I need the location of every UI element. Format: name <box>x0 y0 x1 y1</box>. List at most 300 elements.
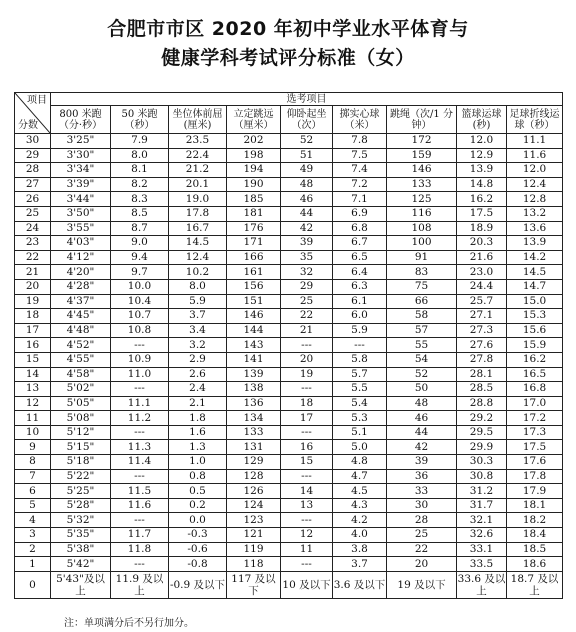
table-cell: 2.4 <box>169 382 227 397</box>
table-cell: 18.1 <box>507 498 563 513</box>
score-cell: 5 <box>15 498 51 513</box>
score-cell: 22 <box>15 250 51 265</box>
table-cell: 14.5 <box>169 236 227 251</box>
table-cell: 9.4 <box>111 250 169 265</box>
table-cell: 6.5 <box>333 250 387 265</box>
table-cell: 15.6 <box>507 323 563 338</box>
column-header: 掷实心球（米） <box>333 106 387 134</box>
table-row <box>15 498 563 513</box>
table-cell: 2.9 <box>169 352 227 367</box>
table-cell: 30 <box>387 498 457 513</box>
table-cell: 4'20" <box>51 265 111 280</box>
table-cell: 28.8 <box>457 396 507 411</box>
score-cell: 26 <box>15 192 51 207</box>
table-cell: 128 <box>227 469 281 484</box>
table-cell: 12.0 <box>457 134 507 149</box>
table-row <box>15 469 563 484</box>
column-header: 跳绳（次/1 分钟） <box>387 106 457 134</box>
table-cell: 0.0 <box>169 513 227 528</box>
table-cell: -0.9 及以下 <box>169 571 227 598</box>
table-cell: 28.1 <box>457 367 507 382</box>
table-cell: 31.7 <box>457 498 507 513</box>
score-cell: 7 <box>15 469 51 484</box>
score-cell: 9 <box>15 440 51 455</box>
table-cell: 54 <box>387 352 457 367</box>
table-cell: 44 <box>281 206 333 221</box>
table-cell: 138 <box>227 382 281 397</box>
table-row <box>15 236 563 251</box>
table-cell: 23.0 <box>457 265 507 280</box>
table-cell: 6.4 <box>333 265 387 280</box>
table-row <box>15 484 563 499</box>
table-row <box>15 396 563 411</box>
table-cell: 15 <box>281 455 333 470</box>
table-cell: 134 <box>227 411 281 426</box>
table-cell: 52 <box>387 367 457 382</box>
table-cell: 139 <box>227 367 281 382</box>
table-cell: 159 <box>387 148 457 163</box>
table-cell: 118 <box>227 557 281 572</box>
table-cell: 33 <box>387 484 457 499</box>
table-cell: 29.5 <box>457 425 507 440</box>
table-cell: 21 <box>281 323 333 338</box>
table-cell: 156 <box>227 279 281 294</box>
score-cell: 11 <box>15 411 51 426</box>
table-cell: 18.4 <box>507 528 563 543</box>
table-cell: 125 <box>387 192 457 207</box>
score-cell: 27 <box>15 177 51 192</box>
table-cell: 17.5 <box>457 206 507 221</box>
table-cell: 4.3 <box>333 498 387 513</box>
table-cell: 181 <box>227 206 281 221</box>
table-cell: 5.4 <box>333 396 387 411</box>
table-cell: 8.5 <box>111 206 169 221</box>
table-cell: 14.8 <box>457 177 507 192</box>
table-row <box>15 250 563 265</box>
table-cell: 5'22" <box>51 469 111 484</box>
table-row <box>15 513 563 528</box>
table-cell: 32 <box>281 265 333 280</box>
table-cell: 124 <box>227 498 281 513</box>
footnote: 注：单项满分后不另行加分。 <box>64 618 194 629</box>
score-cell: 17 <box>15 323 51 338</box>
score-cell: 3 <box>15 528 51 543</box>
table-cell: 8.0 <box>169 279 227 294</box>
table-row <box>15 134 563 149</box>
table-cell: 18.2 <box>507 513 563 528</box>
table-cell: 27.8 <box>457 352 507 367</box>
table-cell: 121 <box>227 528 281 543</box>
table-cell: 100 <box>387 236 457 251</box>
table-cell: --- <box>281 425 333 440</box>
table-cell: 15.9 <box>507 338 563 353</box>
table-cell: 3.7 <box>333 557 387 572</box>
table-cell: 3'34" <box>51 163 111 178</box>
table-cell: 46 <box>281 192 333 207</box>
table-row <box>15 148 563 163</box>
table-row <box>15 352 563 367</box>
table-cell: 16.8 <box>507 382 563 397</box>
table-row <box>15 455 563 470</box>
table-cell: 5'42" <box>51 557 111 572</box>
table-cell: 176 <box>227 221 281 236</box>
table-cell: 6.0 <box>333 309 387 324</box>
table-cell: 10.2 <box>169 265 227 280</box>
table-row <box>15 425 563 440</box>
table-cell: 16.7 <box>169 221 227 236</box>
table-cell: 57 <box>387 323 457 338</box>
table-cell: 119 <box>227 542 281 557</box>
table-cell: 116 <box>387 206 457 221</box>
table-cell: 11.3 <box>111 440 169 455</box>
table-cell: 17.3 <box>507 425 563 440</box>
column-header: 立定跳远（厘米） <box>227 106 281 134</box>
table-cell: 11.6 <box>507 148 563 163</box>
table-cell: 8.0 <box>111 148 169 163</box>
table-cell: 4'12" <box>51 250 111 265</box>
score-cell: 8 <box>15 455 51 470</box>
table-cell: 4'58" <box>51 367 111 382</box>
table-cell: 17.0 <box>507 396 563 411</box>
table-row <box>15 440 563 455</box>
table-cell: 18.6 <box>507 557 563 572</box>
table-cell: 6.9 <box>333 206 387 221</box>
table-cell: 131 <box>227 440 281 455</box>
table-cell: 16 <box>281 440 333 455</box>
table-cell: 4'48" <box>51 323 111 338</box>
table-cell: --- <box>281 469 333 484</box>
table-cell: 4'28" <box>51 279 111 294</box>
table-cell: 25 <box>387 528 457 543</box>
table-cell: 5'18" <box>51 455 111 470</box>
table-cell: 7.4 <box>333 163 387 178</box>
table-cell: 141 <box>227 352 281 367</box>
table-cell: 6.7 <box>333 236 387 251</box>
table-cell: 5.7 <box>333 367 387 382</box>
table-cell: 19.0 <box>169 192 227 207</box>
table-cell: 10.8 <box>111 323 169 338</box>
table-cell: 20 <box>387 557 457 572</box>
table-cell: 12.0 <box>507 163 563 178</box>
table-row <box>15 528 563 543</box>
table-cell: --- <box>281 338 333 353</box>
table-cell: 14.2 <box>507 250 563 265</box>
table-cell: 12.9 <box>457 148 507 163</box>
table-cell: 42 <box>281 221 333 236</box>
table-cell: 20.3 <box>457 236 507 251</box>
table-cell: 36 <box>387 469 457 484</box>
table-cell: 202 <box>227 134 281 149</box>
table-cell: 22 <box>281 309 333 324</box>
score-cell: 4 <box>15 513 51 528</box>
table-cell: 44 <box>387 425 457 440</box>
table-cell: 15.0 <box>507 294 563 309</box>
score-cell: 21 <box>15 265 51 280</box>
table-cell: 28 <box>387 513 457 528</box>
table-cell: -0.8 <box>169 557 227 572</box>
table-cell: 8.2 <box>111 177 169 192</box>
table-cell: --- <box>333 338 387 353</box>
table-cell: 11.7 <box>111 528 169 543</box>
table-cell: 17.6 <box>507 455 563 470</box>
table-row <box>15 542 563 557</box>
table-cell: 1.8 <box>169 411 227 426</box>
table-cell: 0.8 <box>169 469 227 484</box>
score-cell: 13 <box>15 382 51 397</box>
table-cell: 1.0 <box>169 455 227 470</box>
table-cell: 17.2 <box>507 411 563 426</box>
table-cell: 10.0 <box>111 279 169 294</box>
table-cell: 10.9 <box>111 352 169 367</box>
table-cell: 3'25" <box>51 134 111 149</box>
table-cell: 27.1 <box>457 309 507 324</box>
table-cell: 5'08" <box>51 411 111 426</box>
table-cell: 17.9 <box>507 484 563 499</box>
table-cell: 5.9 <box>169 294 227 309</box>
table-cell: 5'12" <box>51 425 111 440</box>
score-cell: 24 <box>15 221 51 236</box>
table-cell: 30.3 <box>457 455 507 470</box>
column-header: 足球折线运球（秒） <box>507 106 563 134</box>
table-cell: 29.2 <box>457 411 507 426</box>
table-cell: 13 <box>281 498 333 513</box>
table-cell: 4'03" <box>51 236 111 251</box>
table-cell: 146 <box>387 163 457 178</box>
table-cell: 25 <box>281 294 333 309</box>
table-cell: 83 <box>387 265 457 280</box>
table-cell: 4'45" <box>51 309 111 324</box>
table-cell: 27.6 <box>457 338 507 353</box>
table-cell: 4'37" <box>51 294 111 309</box>
table-cell: 14.7 <box>507 279 563 294</box>
score-cell: 6 <box>15 484 51 499</box>
table-cell: 5'02" <box>51 382 111 397</box>
table-cell: 35 <box>281 250 333 265</box>
table-cell: --- <box>111 382 169 397</box>
table-cell: 3'44" <box>51 192 111 207</box>
column-header-row <box>15 106 563 134</box>
table-cell: 29.9 <box>457 440 507 455</box>
table-cell: 5'05" <box>51 396 111 411</box>
table-cell: 161 <box>227 265 281 280</box>
table-cell: 146 <box>227 309 281 324</box>
column-header: 800 米跑（分·秒） <box>51 106 111 134</box>
table-cell: -0.3 <box>169 528 227 543</box>
table-cell: 123 <box>227 513 281 528</box>
table-cell: 11.1 <box>507 134 563 149</box>
table-cell: 151 <box>227 294 281 309</box>
table-cell: --- <box>281 557 333 572</box>
table-cell: 32.1 <box>457 513 507 528</box>
table-cell: 2.1 <box>169 396 227 411</box>
score-cell: 0 <box>15 571 51 598</box>
table-cell: --- <box>281 382 333 397</box>
table-row <box>15 221 563 236</box>
table-cell: 3.2 <box>169 338 227 353</box>
table-cell: 21.2 <box>169 163 227 178</box>
table-cell: 126 <box>227 484 281 499</box>
table-row <box>15 367 563 382</box>
table-cell: 0.2 <box>169 498 227 513</box>
table-cell: 10 及以下 <box>281 571 333 598</box>
table-cell: 28.5 <box>457 382 507 397</box>
table-cell: --- <box>111 469 169 484</box>
score-cell: 18 <box>15 309 51 324</box>
table-cell: 31.2 <box>457 484 507 499</box>
score-cell: 25 <box>15 206 51 221</box>
table-cell: 33.1 <box>457 542 507 557</box>
table-row <box>15 279 563 294</box>
table-cell: 17 <box>281 411 333 426</box>
table-cell: 12.4 <box>169 250 227 265</box>
table-cell: 52 <box>281 134 333 149</box>
table-cell: 8.1 <box>111 163 169 178</box>
table-cell: 15.3 <box>507 309 563 324</box>
column-header: 仰卧起坐（次） <box>281 106 333 134</box>
table-row <box>15 163 563 178</box>
table-cell: 4.8 <box>333 455 387 470</box>
table-cell: 50 <box>387 382 457 397</box>
table-row <box>15 557 563 572</box>
table-cell: 7.1 <box>333 192 387 207</box>
table-cell: 5.8 <box>333 352 387 367</box>
table-cell: 12.4 <box>507 177 563 192</box>
table-cell: 8.3 <box>111 192 169 207</box>
table-cell: 17.8 <box>507 469 563 484</box>
table-cell: 1.6 <box>169 425 227 440</box>
table-cell: 4'55" <box>51 352 111 367</box>
table-row <box>15 338 563 353</box>
table-cell: 91 <box>387 250 457 265</box>
table-cell: 6.8 <box>333 221 387 236</box>
table-cell: 49 <box>281 163 333 178</box>
page-title-line1: 合肥市市区 2020 年初中学业水平体育与 <box>107 18 469 40</box>
table-cell: 1.3 <box>169 440 227 455</box>
table-cell: 0.5 <box>169 484 227 499</box>
table-cell: 10.7 <box>111 309 169 324</box>
table-row <box>15 206 563 221</box>
group-header: 选考项目 <box>51 93 563 106</box>
table-cell: --- <box>111 557 169 572</box>
table-cell: 13.2 <box>507 206 563 221</box>
table-cell: 11.4 <box>111 455 169 470</box>
table-cell: 9.7 <box>111 265 169 280</box>
table-row <box>15 411 563 426</box>
table-row <box>15 265 563 280</box>
score-cell: 28 <box>15 163 51 178</box>
table-cell: 5'15" <box>51 440 111 455</box>
table-cell: 8.7 <box>111 221 169 236</box>
table-cell: 11.1 <box>111 396 169 411</box>
table-cell: 19 及以下 <box>387 571 457 598</box>
table-cell: 3'30" <box>51 148 111 163</box>
table-cell: 14 <box>281 484 333 499</box>
table-cell: 17.5 <box>507 440 563 455</box>
table-cell: 6.3 <box>333 279 387 294</box>
table-cell: 18.5 <box>507 542 563 557</box>
table-cell: 33.6 及以上 <box>457 572 506 597</box>
table-cell: 46 <box>387 411 457 426</box>
column-header: 篮球运球(秒) <box>457 106 507 134</box>
table-cell: 13.9 <box>507 236 563 251</box>
table-cell: 172 <box>387 134 457 149</box>
table-cell: 9.0 <box>111 236 169 251</box>
table-cell: 75 <box>387 279 457 294</box>
score-cell: 12 <box>15 396 51 411</box>
table-cell: 2.6 <box>169 367 227 382</box>
table-cell: 12.8 <box>507 192 563 207</box>
corner-label-item: 项目 <box>27 95 47 106</box>
table-cell: 5.9 <box>333 323 387 338</box>
table-cell: 3'55" <box>51 221 111 236</box>
table-cell: 198 <box>227 148 281 163</box>
table-row <box>15 294 563 309</box>
table-cell: 5'28" <box>51 498 111 513</box>
table-cell: 55 <box>387 338 457 353</box>
table-cell: 39 <box>281 236 333 251</box>
table-cell: 11.0 <box>111 367 169 382</box>
table-cell: 16.2 <box>507 352 563 367</box>
table-cell: 32.6 <box>457 528 507 543</box>
score-cell: 14 <box>15 367 51 382</box>
table-cell: 51 <box>281 148 333 163</box>
table-cell: 39 <box>387 455 457 470</box>
table-cell: 58 <box>387 309 457 324</box>
table-cell: --- <box>111 425 169 440</box>
table-cell: 5'35" <box>51 528 111 543</box>
table-cell: 11 <box>281 542 333 557</box>
column-header: 50 米跑（秒） <box>111 106 169 134</box>
score-cell: 23 <box>15 236 51 251</box>
table-cell: 194 <box>227 163 281 178</box>
table-cell: 3'39" <box>51 177 111 192</box>
table-cell: 7.8 <box>333 134 387 149</box>
table-cell: 136 <box>227 396 281 411</box>
table-cell: --- <box>111 513 169 528</box>
table-cell: 18 <box>281 396 333 411</box>
table-cell: 22 <box>387 542 457 557</box>
table-cell: 3.4 <box>169 323 227 338</box>
table-cell: --- <box>111 338 169 353</box>
table-cell: 3.6 及以下 <box>333 571 387 598</box>
table-cell: -0.6 <box>169 542 227 557</box>
corner-label-score: 分数 <box>18 120 38 131</box>
table-cell: 143 <box>227 338 281 353</box>
score-cell: 1 <box>15 557 51 572</box>
table-row <box>15 323 563 338</box>
table-cell: 18.7 及以上 <box>507 571 563 598</box>
table-cell: 166 <box>227 250 281 265</box>
table-cell: 5.3 <box>333 411 387 426</box>
column-header: 坐位体前屈(厘米) <box>169 106 227 134</box>
score-cell: 10 <box>15 425 51 440</box>
table-cell: 5'38" <box>51 542 111 557</box>
table-cell: 5.1 <box>333 425 387 440</box>
score-cell: 16 <box>15 338 51 353</box>
table-cell: 27.3 <box>457 323 507 338</box>
table-cell: 19 <box>281 367 333 382</box>
table-cell: 4.7 <box>333 469 387 484</box>
table-cell: 29 <box>281 279 333 294</box>
table-cell: 30.8 <box>457 469 507 484</box>
table-cell: 12 <box>281 528 333 543</box>
table-row <box>15 309 563 324</box>
table-cell: --- <box>281 513 333 528</box>
table-cell: 21.6 <box>457 250 507 265</box>
table-cell: 14.5 <box>507 265 563 280</box>
table-cell: 23.5 <box>169 134 227 149</box>
table-cell: 33.5 <box>457 557 507 572</box>
